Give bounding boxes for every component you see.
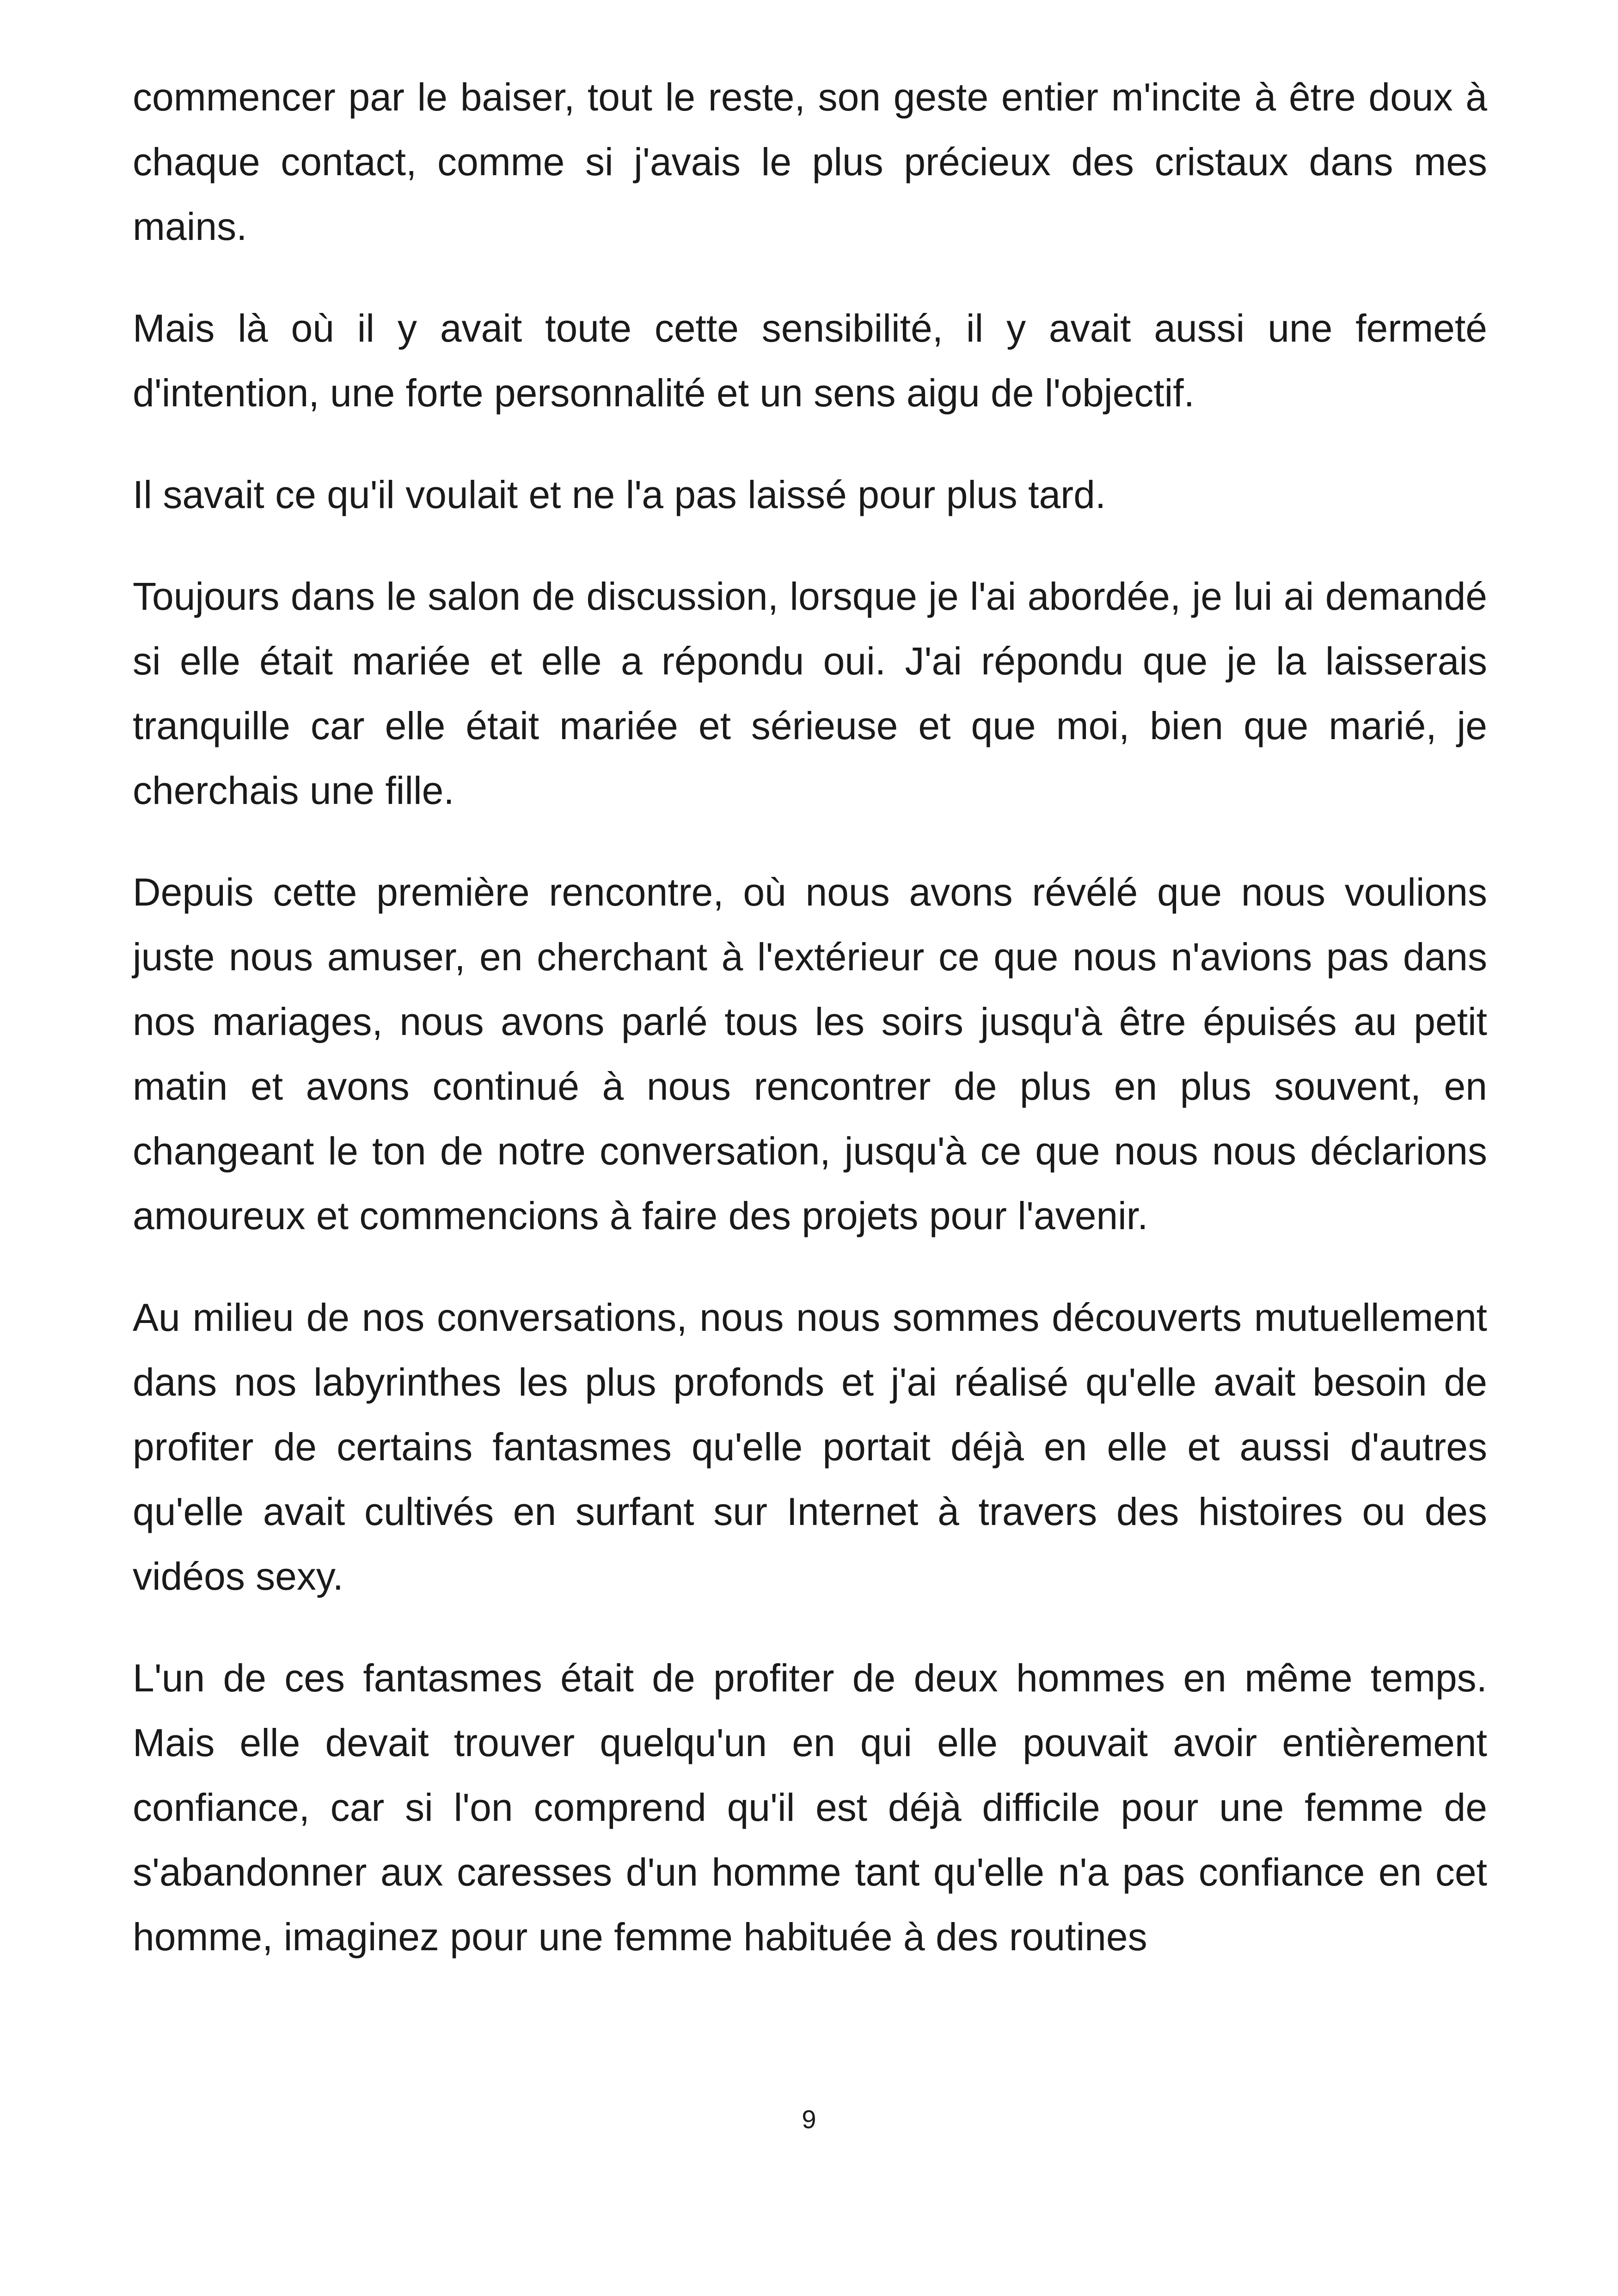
paragraph: L'un de ces fantasmes était de profiter de deux hommes en même temps. Mais elle devait trouver quelqu'un en qui elle pouvait avoir entièrement confiance, car si l'on comprend qu'il est déjà difficile pour une femme de s'abandonner aux caresses d'un homme tant qu'elle n'a pas confiance en cet homme, imaginez pour une femme habituée à des routines: [133, 1656, 1487, 1959]
paragraph: Toujours dans le salon de discussion, lorsque je l'ai abordée, je lui ai demandé si elle était mariée et elle a répondu oui. J'ai répondu que je la laisserais tranquille car elle était mariée et sérieuse et que moi, bien que marié, je cherchais une fille.: [133, 575, 1487, 812]
body-text: [133, 65, 1487, 1969]
page-number: 9: [802, 2105, 816, 2134]
paragraph: Depuis cette première rencontre, où nous avons révélé que nous voulions juste nous amuser, en cherchant à l'extérieur ce que nous n'avions pas dans nos mariages, nous avons parlé tous les soirs jusqu'à être épuisés au petit matin et avons continué à nous rencontrer de plus en plus souvent, en changeant le ton de notre conversation, jusqu'à ce que nous nous déclarions amoureux et commencions à faire des projets pour l'avenir.: [133, 870, 1487, 1237]
paragraph: commencer par le baiser, tout le reste, son geste entier m'incite à être doux à chaque contact, comme si j'avais le plus précieux des cristaux dans mes mains.: [133, 75, 1487, 248]
paragraph: Au milieu de nos conversations, nous nous sommes découverts mutuellement dans nos labyrinthes les plus profonds et j'ai réalisé qu'elle avait besoin de profiter de certains fantasmes qu'elle portait déjà en elle et aussi d'autres qu'elle avait cultivés en surfant sur Internet à travers des histoires ou des vidéos sexy.: [133, 1296, 1487, 1598]
paragraph: Il savait ce qu'il voulait et ne l'a pas laissé pour plus tard.: [133, 473, 1106, 516]
paragraph: Mais là où il y avait toute cette sensibilité, il y avait aussi une fermeté d'intention, une forte personnalité et un sens aigu de l'objectif.: [133, 306, 1487, 415]
